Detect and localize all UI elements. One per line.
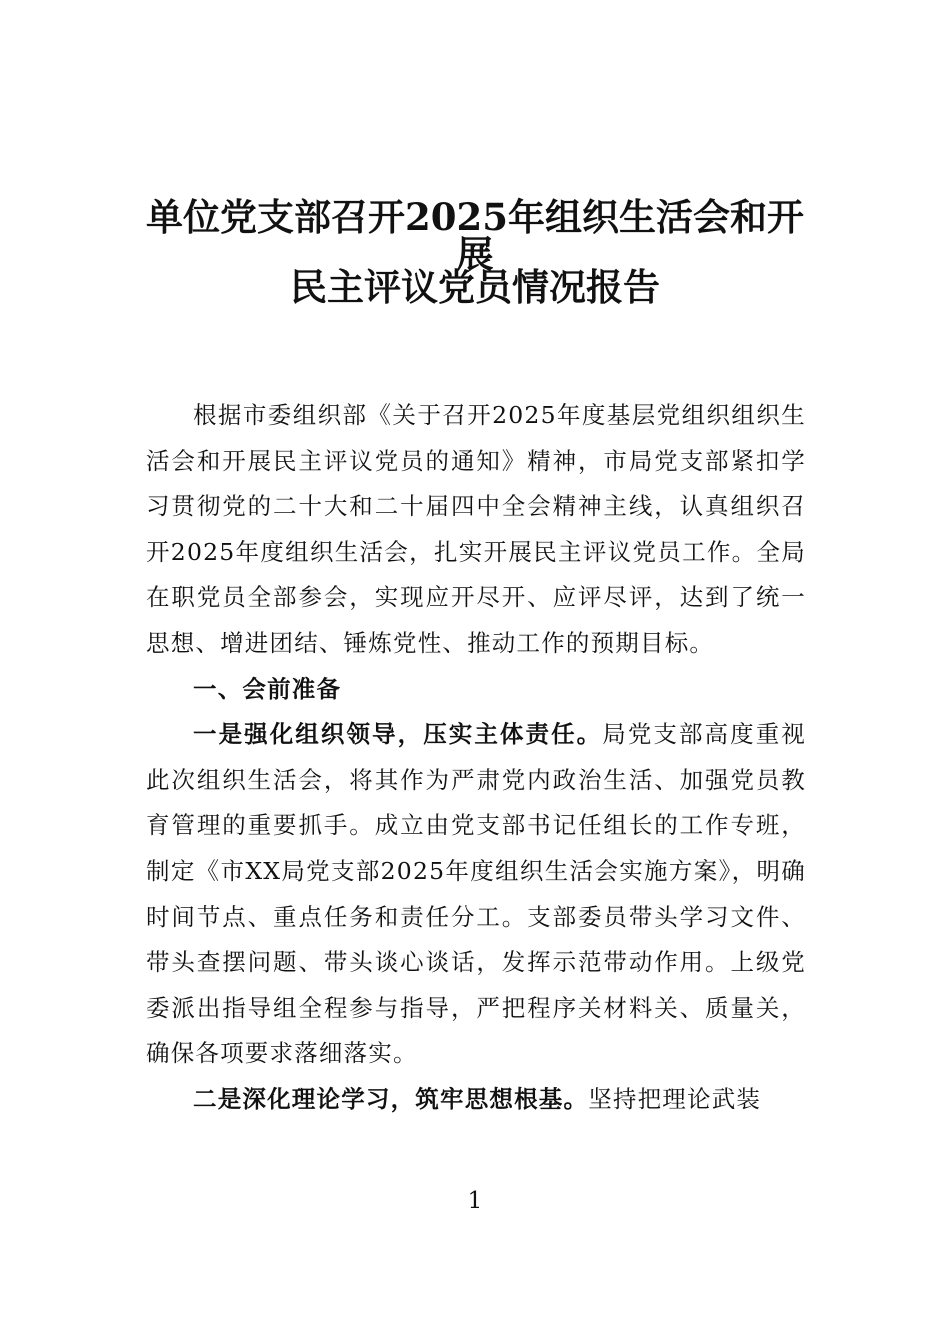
paragraph-intro — [146, 393, 806, 667]
paragraph-text: 局党支部高度重视此次组织生活会，将其作为严肃党内政治生活、加强党员教育管理的重要抓手。成立由党支部书记任组长的工作专班，制定《市XX局党支部2025年度组织生活会实施方案》，明确时间节点、重点任务和责任分工。支部委员带头学习文件、带头查摆问题、带头谈心谈话，发挥示范带动作用。上级党委派出指导组全程参与指导，严把程序关材料关、质量关，确保各项要求落细落实。 — [146, 720, 806, 1068]
paragraph-lead: 二是深化理论学习，筑牢思想根基。 — [193, 1084, 589, 1113]
document-title-line-1: 单位党支部召开2025年组织生活会和开展 — [146, 195, 804, 276]
document-body — [146, 393, 806, 1123]
paragraph-text: 坚持把理论武装 — [588, 1084, 762, 1113]
section-heading-preparation: 一、会前准备 — [193, 674, 342, 703]
paragraph-organization-leadership — [146, 712, 806, 1077]
paragraph-theory-study — [146, 1077, 806, 1123]
document-title-line-2: 民主评议党员情况报告 — [290, 265, 660, 309]
paragraph-intro-text: 根据市委组织部《关于召开2025年度基层党组织组织生活会和开展民主评议党员的通知》精神，市局党支部紧扣学习贯彻党的二十大和二十届四中全会精神主线，认真组织召开2025年度组织生活会，扎实开展民主评议党员工作。全局在职党员全部参会，实现应开尽开、应评尽评，达到了统一思想、增进团结、锤炼党性、推动工作的预期目标。 — [146, 401, 806, 657]
paragraph-lead: 一是强化组织领导，压实主体责任。 — [193, 720, 603, 749]
page-number: 1 — [467, 1188, 483, 1214]
